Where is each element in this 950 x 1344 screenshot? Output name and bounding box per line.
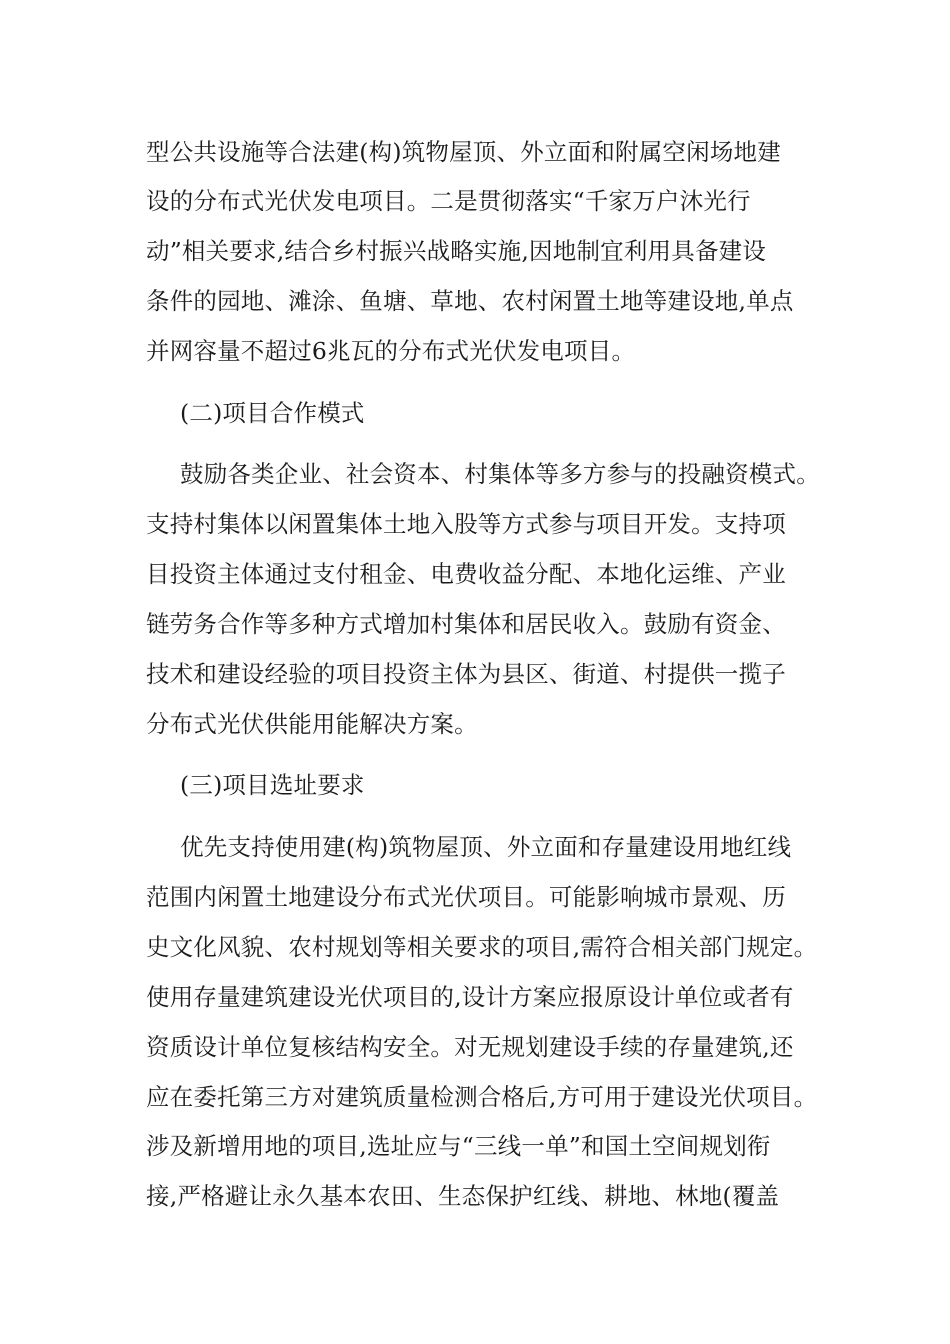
text-line: 资质设计单位复核结构安全。对无规划建设手续的存量建筑,还: [146, 1033, 794, 1061]
text-line: 支持村集体以闲置集体土地入股等方式参与项目开发。支持项: [146, 510, 786, 538]
section-heading: (二)项目合作模式: [180, 399, 365, 427]
text-line: 条件的园地、滩涂、鱼塘、草地、农村闲置土地等建设地,单点: [146, 287, 794, 315]
text-line: 涉及新增用地的项目,选址应与“三线一单”和国土空间规划衔: [146, 1132, 771, 1160]
text-line: 链劳务合作等多种方式增加村集体和居民收入。鼓励有资金、: [146, 610, 786, 638]
text-line: 动”相关要求,结合乡村振兴战略实施,因地制宜利用具备建设: [146, 237, 767, 265]
text-line: 史文化风貌、农村规划等相关要求的项目,需符合相关部门规定。: [146, 933, 818, 961]
text-line: 技术和建设经验的项目投资主体为县区、街道、村提供一揽子: [146, 660, 786, 688]
text-line: 分布式光伏供能用能解决方案。: [146, 710, 478, 738]
text-line: 目投资主体通过支付租金、电费收益分配、本地化运维、产业: [146, 560, 786, 588]
text-line: 接,严格避让永久基本农田、生态保护红线、耕地、林地(覆盖: [146, 1182, 780, 1210]
text-line: 优先支持使用建(构)筑物屋顶、外立面和存量建设用地红线: [180, 833, 792, 861]
text-line: 型公共设施等合法建(构)筑物屋顶、外立面和附属空闲场地建: [146, 138, 781, 166]
text-line: 并网容量不超过6兆瓦的分布式光伏发电项目。: [146, 337, 636, 365]
text-line: 使用存量建筑建设光伏项目的,设计方案应报原设计单位或者有: [146, 983, 794, 1011]
section-heading: (三)项目选址要求: [180, 771, 365, 799]
text-line: 设的分布式光伏发电项目。二是贯彻落实“千家万户沐光行: [146, 187, 751, 215]
text-line: 应在委托第三方对建筑质量检测合格后,方可用于建设光伏项目。: [146, 1083, 818, 1111]
text-line: 范围内闲置土地建设分布式光伏项目。可能影响城市景观、历: [146, 883, 786, 911]
text-line: 鼓励各类企业、社会资本、村集体等多方参与的投融资模式。: [180, 460, 820, 488]
